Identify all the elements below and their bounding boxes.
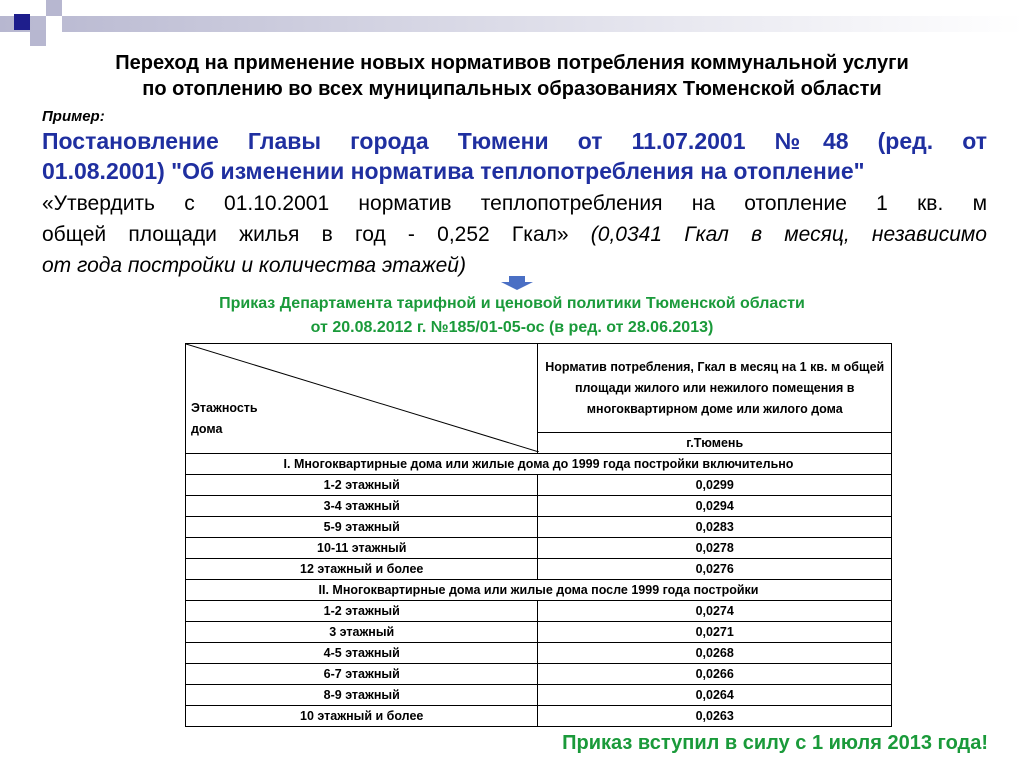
slide-title	[0, 50, 1024, 102]
floors-cell: 4-5 этажный	[186, 643, 538, 664]
value-cell: 0,0263	[538, 706, 892, 727]
title-line-2: по отоплению во всех муниципальных образованиях Тюменской области	[142, 78, 882, 100]
section-row	[186, 454, 892, 475]
table-row	[186, 496, 892, 517]
order-line-1: Приказ Департамента тарифной и ценовой политики Тюменской области	[219, 295, 805, 312]
floors-header-line-1: Этажность	[191, 401, 258, 415]
floors-header	[191, 398, 258, 440]
floors-cell: 3 этажный	[186, 622, 538, 643]
floors-cell: 1-2 этажный	[186, 601, 538, 622]
section-2-title: II. Многоквартирные дома или жилые дома после 1999 года постройки	[186, 580, 892, 601]
section-1-title: I. Многоквартирные дома или жилые дома до 1999 года постройки включительно	[186, 454, 892, 475]
value-cell: 0,0299	[538, 475, 892, 496]
example-label: Пример:	[42, 108, 105, 125]
floors-cell: 8-9 этажный	[186, 685, 538, 706]
value-cell: 0,0294	[538, 496, 892, 517]
value-cell: 0,0271	[538, 622, 892, 643]
table-row	[186, 622, 892, 643]
table-row	[186, 643, 892, 664]
decoration-square	[46, 16, 62, 32]
section-row	[186, 580, 892, 601]
value-cell: 0,0264	[538, 685, 892, 706]
norm-header-cell: Норматив потребления, Гкал в месяц на 1 кв. м общей площади жилого или нежилого помещения в многоквартирном доме или жилого дома	[538, 344, 892, 433]
floors-cell: 3-4 этажный	[186, 496, 538, 517]
footer-note: Приказ вступил в силу с 1 июля 2013 года!	[562, 732, 988, 754]
decoration-square	[30, 30, 46, 46]
value-cell: 0,0283	[538, 517, 892, 538]
table-row	[186, 517, 892, 538]
quote-line-2	[42, 219, 987, 250]
table-row	[186, 559, 892, 580]
table-row	[186, 538, 892, 559]
quote-line-2-text: общей площади жилья в год - 0,252 Гкал»	[42, 223, 591, 246]
decoration-square	[14, 14, 30, 30]
floors-cell: 10-11 этажный	[186, 538, 538, 559]
city-header-cell: г.Тюмень	[538, 433, 892, 454]
value-cell: 0,0266	[538, 664, 892, 685]
floors-header-line-2: дома	[191, 422, 223, 436]
floors-cell: 1-2 этажный	[186, 475, 538, 496]
order-line-2: от 20.08.2012 г. №185/01-05-ос (в ред. от 28.06.2013)	[310, 319, 714, 336]
decoration-square	[46, 0, 62, 16]
table-row	[186, 685, 892, 706]
table-row	[186, 706, 892, 727]
down-arrow-icon	[497, 276, 537, 290]
value-cell: 0,0278	[538, 538, 892, 559]
decree-line-2: 01.08.2001) "Об изменении норматива теплопотребления на отопление"	[42, 158, 865, 184]
value-cell: 0,0274	[538, 601, 892, 622]
decoration-square	[30, 0, 46, 16]
order-heading	[0, 292, 1024, 340]
norms-table	[185, 343, 892, 727]
title-line-1: Переход на применение новых нормативов потребления коммунальной услуги	[115, 52, 909, 74]
quote-line-1: «Утвердить с 01.10.2001 норматив теплопотребления на отопление 1 кв. м	[42, 192, 987, 215]
value-cell: 0,0276	[538, 559, 892, 580]
decoration-gradient-bar	[0, 16, 1024, 32]
table-row	[186, 664, 892, 685]
floors-cell: 6-7 этажный	[186, 664, 538, 685]
floors-cell: 10 этажный и более	[186, 706, 538, 727]
quote-line-3: от года постройки и количества этажей)	[42, 254, 466, 277]
decree-quote	[42, 188, 987, 281]
decree-line-1: Постановление Главы города Тюмени от 11.07.2001 №48 (ред. от	[42, 128, 987, 154]
table-header-row	[186, 344, 892, 433]
floors-cell: 5-9 этажный	[186, 517, 538, 538]
quote-line-2-italic: (0,0341 Гкал в месяц, независимо	[590, 223, 987, 246]
value-cell: 0,0268	[538, 643, 892, 664]
table-row	[186, 475, 892, 496]
corner-header-cell	[186, 344, 538, 454]
floors-cell: 12 этажный и более	[186, 559, 538, 580]
table-row	[186, 601, 892, 622]
slide-decoration	[0, 0, 1024, 50]
